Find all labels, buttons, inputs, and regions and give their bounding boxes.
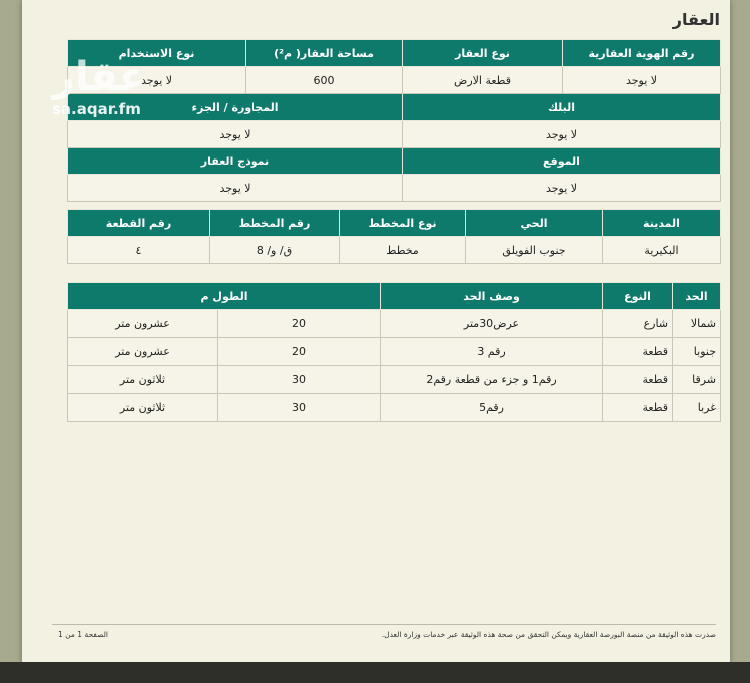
table-row — [68, 366, 721, 394]
boundary-description: عرض30متر — [381, 310, 603, 338]
value-block: لا يوجد — [403, 121, 721, 148]
table-row — [68, 394, 721, 422]
boundary-direction: جنوبا — [673, 338, 721, 366]
property-table — [67, 39, 721, 202]
table-row — [68, 338, 721, 366]
header-plot-number: رقم القطعة — [68, 210, 210, 237]
boundary-length: 30 — [218, 394, 381, 422]
value-location: لا يوجد — [403, 175, 721, 202]
boundary-direction: شمالا — [673, 310, 721, 338]
value-district: جنوب الفويلق — [466, 237, 603, 264]
boundary-length-text: ثلاثون متر — [68, 366, 218, 394]
boundary-length-text: عشرون متر — [68, 310, 218, 338]
header-boundary-description: وصف الحد — [381, 283, 603, 310]
boundary-length-text: ثلاثون متر — [68, 394, 218, 422]
boundary-length: 20 — [218, 338, 381, 366]
value-property-type: قطعة الارض — [403, 67, 563, 94]
watermark-site: sa.aqar.fm — [52, 100, 141, 118]
boundary-length: 30 — [218, 366, 381, 394]
header-property-type: نوع العقار — [403, 40, 563, 67]
boundary-length-text: عشرون متر — [68, 338, 218, 366]
value-plan-type: مخطط — [340, 237, 466, 264]
boundary-type: قطعة — [603, 338, 673, 366]
boundary-direction: غربا — [673, 394, 721, 422]
header-block: البلك — [403, 94, 721, 121]
document-page — [22, 0, 730, 662]
location-table — [67, 209, 721, 264]
header-property-area: مساحة العقار( م²) — [246, 40, 403, 67]
header-district: الحي — [466, 210, 603, 237]
footer-divider — [52, 624, 716, 625]
header-property-model: نموذج العقار — [68, 148, 403, 175]
value-plan-number: ق/ و/ 8 — [210, 237, 340, 264]
value-neighborhood-part: لا يوجد — [68, 121, 403, 148]
header-city: المدينة — [603, 210, 721, 237]
boundary-description: رقم 3 — [381, 338, 603, 366]
header-length: الطول م — [68, 283, 381, 310]
boundary-type: قطعة — [603, 394, 673, 422]
boundary-length: 20 — [218, 310, 381, 338]
table-row — [68, 310, 721, 338]
header-plan-type: نوع المخطط — [340, 210, 466, 237]
header-plan-number: رقم المخطط — [210, 210, 340, 237]
boundaries-table — [67, 282, 721, 422]
header-usage-type: نوع الاستخدام — [68, 40, 246, 67]
bottom-strip — [0, 662, 750, 683]
boundary-description: رقم1 و جزء من قطعة رقم2 — [381, 366, 603, 394]
value-plot-number: ٤ — [68, 237, 210, 264]
header-neighborhood-part: المجاورة / الجزء — [68, 94, 403, 121]
page-number: الصفحة 1 من 1 — [58, 630, 108, 639]
boundary-direction: شرقا — [673, 366, 721, 394]
boundary-type: قطعة — [603, 366, 673, 394]
boundary-type: شارع — [603, 310, 673, 338]
boundary-description: رقم5 — [381, 394, 603, 422]
header-boundary: الحد — [673, 283, 721, 310]
aqar-logo-watermark: عقار — [52, 54, 147, 100]
header-boundary-type: النوع — [603, 283, 673, 310]
value-property-id: لا يوجد — [563, 67, 721, 94]
header-property-id: رقم الهوية العقارية — [563, 40, 721, 67]
header-location: الموقع — [403, 148, 721, 175]
value-city: البكيرية — [603, 237, 721, 264]
section-title: العقار — [672, 10, 720, 29]
value-property-area: 600 — [246, 67, 403, 94]
value-usage-type: لا يوجد — [68, 67, 246, 94]
footer-note: صدرت هذه الوثيقة من منصة البورصة العقارية ويمكن التحقق من صحة هذه الوثيقة عبر خدمات وزارة العدل. — [381, 630, 716, 639]
value-property-model: لا يوجد — [68, 175, 403, 202]
